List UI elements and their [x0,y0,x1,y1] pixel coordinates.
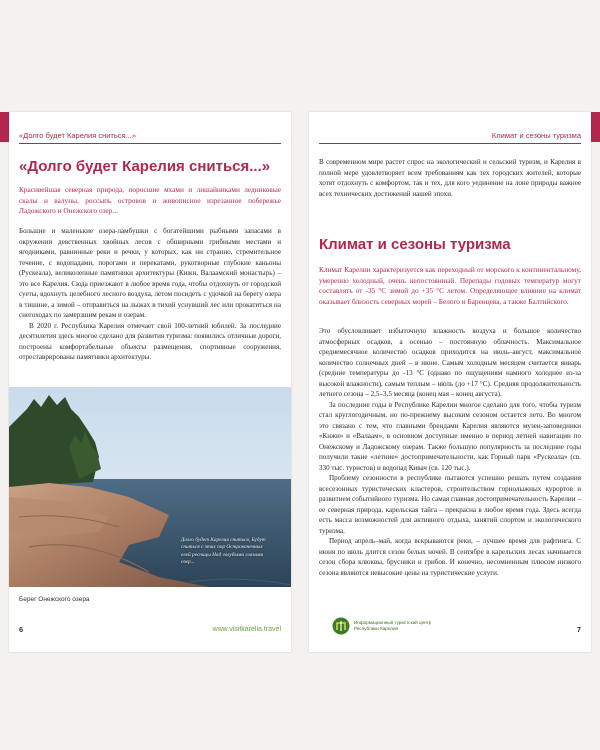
header-rule-right [319,143,581,144]
logo-line-2: Республики Карелия [354,626,398,631]
section-title-right: Климат и сезоны туризма [319,236,511,253]
page-number-right: 7 [576,625,581,634]
logo-caption [354,620,474,632]
paragraph-right-2: За последние годы в Республике Карелии многое сделано для того, чтобы туризм стал круглогодичным, но по-прежнему высоким сезоном остается лето. Во многом это связано с тем, что главными брендами Карелия являются музеи-заповедники «Кижи» и «Валаам», в основном доступные именно в период летней навигации по Онежскому и Ладожскому озерам. Также большую популярность за последние годы получили такие «летние» достопримечательности, как Горный парк «Рускеала» (св. 330 тыс. туристов) и водопад Кивач (св. 120 тыс.). [319,400,581,472]
paragraph-right-1: Это обусловливает избыточную влажность воздуха и большое количество атмосферных осадков, а осенью – постоянную облачность. Максимальное среднемесячное количество осадков приходится на июль–август, максимальное количество солнечных дней – в июне. Самым холодным месяцем считается январь (средние температуры до -13 °С (однако по ощущениям намного холоднее из-за высокой влажности), самым теплым – июль (до +17 °С). Средняя продолжительность летнего сезона – 2,5–3,5 месяца (конец мая – конец августа). [319,327,581,398]
header-rule-left [19,143,281,144]
lead-right: Климат Карелии характеризуется как переходный от морского к континентальному, умеренно холодный, очень непостоянный. Перепады годовых температур могут составлять от -35 °С зимой до +35 °С летом. Определяющее влияние на климат оказывает близость северных морей – Белого и Баренцева, а также Балтийского. [319,265,581,306]
right-page [309,112,591,652]
page-number-left: 6 [19,625,24,634]
paragraph-right-3: Проблему сезонности в республике пытаются успешно решать путем создания всесезонных туристических кластеров, строительством горнолыжных курортов и развитием событийного туризма. Но самая главная достопримечательность Карелии – ее северная природа, карельская тайга – прекрасна в любое время года. Здесь всегда есть масса возможностей для активного отдыха, занятий спортом и экологического туризма. [319,474,581,535]
photo-caption: Берег Онежского озера [19,596,90,603]
left-page [9,112,291,652]
body-text-right [319,326,581,578]
intro-paragraph: В современном мире растет спрос на экологический и сельский туризм, и Карелия в полной мере удовлетворяет всем требованиям как тех городских жителей, которые хотят отдохнуть с комфортом, так и тех, для кого уединение на лоне природы важнее всех технических достижений нашей эпохи. [319,158,581,198]
tourist-center-logo [332,617,350,640]
body-text-left [19,226,281,363]
lead-left: Красивейшая северная природа, поросшие мхами и лишайниками ледниковые скалы и валуны, россыпь островов и живописное изрезанное побережье Ладожского и Онежского озер... [19,185,281,216]
page-title-left: «Долго будет Карелия сниться...» [19,158,271,175]
intro-text-right [319,157,581,199]
photo-poem-caption: Долго будет Карелия сниться, Будут сниться с этих пор Остроконечных елей ресницы Над голубыми глазами озер... [181,537,266,565]
logo-line-1: Информационный туристский центр [354,620,432,625]
paragraph-left-2: В 2020 г. Республика Карелия отмечает свой 100-летний юбилей. За последние десятилетия здесь многое сделано для развития туризма: появились отличные дороги, построены комфортабельные объекты размещения, спортивные сооружения, отреставрированы памятники архитектуры. [19,321,281,361]
paragraph-right-4: Период апрель–май, когда вскрываются реки, – лучшее время для рафтинга. С июня по июль длится сезон белых ночей. В сентябре в карельских лесах начинается сезон сбора клюквы, брусники и грибов. И конечно, несомненным плюсом низкого сезона являются невысокие цены на туристические услуги. [319,537,581,577]
tourist-center-logo-icon [332,617,350,635]
running-head-right: Климат и сезоны туризма [491,131,581,140]
running-head-left: «Долго будет Карелия сниться...» [19,131,136,140]
paragraph-left-1: Большие и маленькие озера-ламбушки с богатейшими рыбными запасами в окружении девственных хвойных лесов с обширными грибными местами и ягодниками, равнинные реки и речки, у которых, как ни странно, стремительное течение, с водопадами, порогами и перекатами, рукотворные глубокие каньоны (Рускеала), великолепные памятники архитектуры (Кижи, Валаамский монастырь) – это все Карелия. Сюда приезжают в любое время года, чтобы отдохнуть от городской суеты, вдохнуть целебного лесного воздуха, летом посидеть с удочкой на берегу озера в тишине, а зимой – отправиться на лыжах в тихий уснувший лес или прокатиться на снегоходах по замерзшим рекам и озерам. [19,227,281,319]
website-link[interactable]: www.visitkarelia.travel [212,626,281,633]
corner-tab-right [590,112,600,142]
